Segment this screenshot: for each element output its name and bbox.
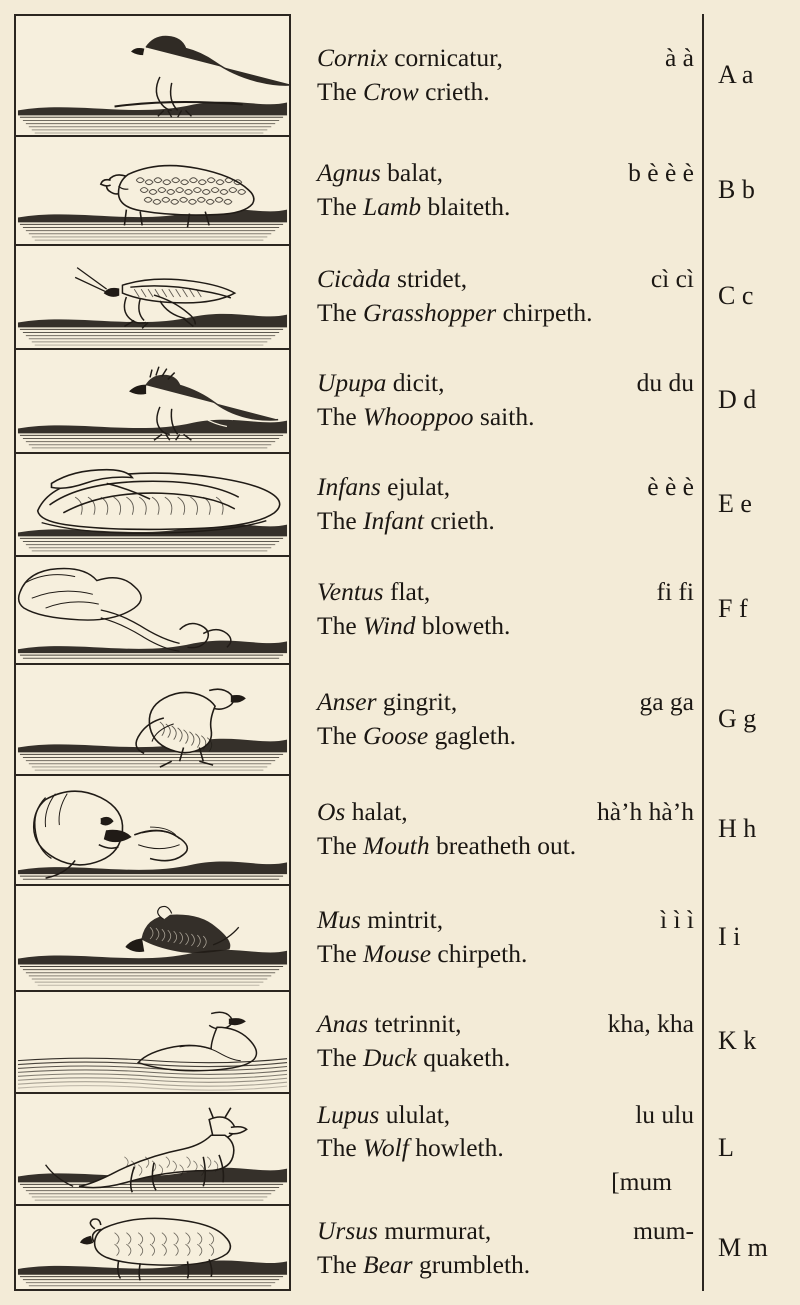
sound-syllables: b è è è xyxy=(628,157,694,187)
english-line xyxy=(317,400,694,434)
english-article: The xyxy=(317,1043,364,1072)
latin-headword: Mus xyxy=(317,905,361,935)
english-verb: breatheth out. xyxy=(429,831,577,860)
latin-verb: ejulat, xyxy=(380,471,451,501)
english-verb: chirpeth. xyxy=(496,298,593,327)
alphabet-letter: E e xyxy=(702,452,786,555)
table-row xyxy=(14,884,786,990)
sound-syllables: lu ulu xyxy=(635,1099,694,1129)
latin-headword: Ventus xyxy=(317,577,384,607)
catchword-bracket: [mum xyxy=(611,1166,672,1196)
english-line xyxy=(317,609,694,643)
alphabet-letter: I i xyxy=(702,884,786,990)
sound-syllables: fi fi xyxy=(656,577,694,607)
latin-line xyxy=(317,1098,694,1132)
english-verb: blaiteth. xyxy=(421,191,511,221)
latin-line xyxy=(317,366,694,400)
table-row xyxy=(14,348,786,452)
english-headword: Crow xyxy=(363,76,419,106)
table-row xyxy=(14,774,786,884)
alphabet-letter: H h xyxy=(702,774,786,884)
entry-text xyxy=(291,244,702,348)
entry-text xyxy=(291,884,702,990)
wind-blowing-cloud-woodcut xyxy=(14,555,291,663)
table-row xyxy=(14,244,786,348)
english-verb: crieth. xyxy=(423,505,495,535)
latin-headword: Anas xyxy=(317,1009,368,1039)
latin-line xyxy=(317,575,694,609)
alphabet-letter: F f xyxy=(702,555,786,663)
latin-verb: tetrinnit, xyxy=(368,1009,462,1039)
english-line xyxy=(317,190,694,224)
latin-line xyxy=(317,795,694,829)
alphabet-letter: A a xyxy=(702,14,786,135)
sound-syllables: cì cì xyxy=(650,264,694,294)
latin-headword: Upupa xyxy=(317,368,387,398)
latin-headword: Cicàda xyxy=(317,264,391,294)
grasshopper-woodcut xyxy=(14,244,291,348)
latin-verb: balat, xyxy=(380,157,444,187)
alphabet-letter: D d xyxy=(702,348,786,452)
english-verb: quaketh. xyxy=(416,1043,511,1072)
english-article: The xyxy=(317,505,364,535)
alphabet-table xyxy=(14,14,786,1291)
english-article: The xyxy=(317,298,364,327)
english-article: The xyxy=(317,191,364,221)
alphabet-letter: C c xyxy=(702,244,786,348)
english-line xyxy=(317,1248,694,1282)
duck-on-water-woodcut xyxy=(14,990,291,1092)
table-row xyxy=(14,663,786,774)
english-verb: saith. xyxy=(473,402,535,431)
latin-verb: ululat, xyxy=(379,1099,451,1129)
alphabet-letter: B b xyxy=(702,135,786,244)
english-headword: Grasshopper xyxy=(363,298,497,327)
english-article: The xyxy=(317,76,364,106)
latin-line xyxy=(317,1214,694,1248)
mouse-woodcut xyxy=(14,884,291,990)
english-verb: chirpeth. xyxy=(431,939,528,968)
latin-headword: Os xyxy=(317,797,346,827)
entry-text xyxy=(291,452,702,555)
table-row xyxy=(14,1204,786,1291)
latin-line xyxy=(317,156,694,190)
latin-headword: Cornix xyxy=(317,42,388,72)
latin-verb: flat, xyxy=(383,577,431,607)
english-headword: Duck xyxy=(363,1043,417,1072)
entry-text xyxy=(291,14,702,135)
hoopoe-woodcut xyxy=(14,348,291,452)
alphabet-letter: K k xyxy=(702,990,786,1092)
english-line xyxy=(317,75,694,109)
sound-syllables: à à xyxy=(664,42,694,72)
latin-verb: mintrit, xyxy=(360,905,444,935)
latin-headword: Agnus xyxy=(317,157,381,187)
entry-text xyxy=(291,1092,702,1204)
table-row xyxy=(14,555,786,663)
latin-verb: cornicatur, xyxy=(387,42,503,72)
sound-syllables: hà’h hà’h xyxy=(597,797,694,827)
mouth-breathing-woodcut xyxy=(14,774,291,884)
english-verb: howleth. xyxy=(408,1133,504,1163)
english-headword: Lamb xyxy=(363,191,422,221)
sound-syllables: è è è xyxy=(647,471,694,501)
infant-in-cradle-woodcut xyxy=(14,452,291,555)
entry-text xyxy=(291,1204,702,1291)
english-line xyxy=(317,937,694,971)
latin-headword: Ursus xyxy=(317,1215,378,1245)
sound-syllables: du du xyxy=(636,368,694,398)
english-article: The xyxy=(317,402,364,431)
table-row xyxy=(14,452,786,555)
english-article: The xyxy=(317,720,364,750)
english-verb: grumbleth. xyxy=(412,1249,531,1279)
latin-verb: halat, xyxy=(345,797,408,827)
table-row xyxy=(14,14,786,135)
english-article: The xyxy=(317,939,364,968)
entry-text xyxy=(291,990,702,1092)
sound-syllables: ì ì ì xyxy=(659,905,694,935)
table-row xyxy=(14,1092,786,1204)
entry-text xyxy=(291,348,702,452)
english-headword: Mouth xyxy=(363,831,430,860)
english-article: The xyxy=(317,1133,364,1163)
english-line xyxy=(317,296,694,330)
latin-verb: gingrit, xyxy=(376,686,458,716)
english-article: The xyxy=(317,1249,364,1279)
table-row xyxy=(14,990,786,1092)
alphabet-letter: M m xyxy=(702,1204,786,1291)
latin-headword: Lupus xyxy=(317,1099,380,1129)
wolf-howling-woodcut xyxy=(14,1092,291,1204)
latin-verb: stridet, xyxy=(390,264,468,294)
english-line xyxy=(317,719,694,753)
english-headword: Mouse xyxy=(363,939,432,968)
latin-line xyxy=(317,903,694,937)
entry-text xyxy=(291,663,702,774)
latin-line xyxy=(317,1007,694,1041)
latin-headword: Anser xyxy=(317,686,377,716)
latin-line xyxy=(317,685,694,719)
table-row xyxy=(14,135,786,244)
sound-syllables: ga ga xyxy=(639,686,694,716)
english-headword: Wolf xyxy=(363,1133,409,1163)
english-verb: gagleth. xyxy=(428,720,517,750)
english-verb: bloweth. xyxy=(415,611,511,640)
latin-line xyxy=(317,262,694,296)
english-article: The xyxy=(317,831,364,860)
sound-syllables: kha, kha xyxy=(607,1009,694,1039)
english-line xyxy=(317,504,694,538)
entry-text xyxy=(291,555,702,663)
latin-line xyxy=(317,470,694,504)
english-line xyxy=(317,829,694,863)
latin-verb: murmurat, xyxy=(377,1215,492,1245)
english-headword: Bear xyxy=(363,1249,413,1279)
goose-woodcut xyxy=(14,663,291,774)
english-line xyxy=(317,1041,694,1075)
lamb-woodcut xyxy=(14,135,291,244)
latin-headword: Infans xyxy=(317,471,381,501)
latin-line xyxy=(317,41,694,75)
crow-on-branch-woodcut xyxy=(14,14,291,135)
english-headword: Infant xyxy=(363,505,424,535)
alphabet-letter: L xyxy=(702,1092,786,1204)
sound-syllables: mum- xyxy=(633,1215,694,1245)
latin-verb: dicit, xyxy=(386,368,445,398)
english-headword: Wind xyxy=(363,611,416,640)
english-verb: crieth. xyxy=(418,76,490,106)
entry-text xyxy=(291,135,702,244)
entry-text xyxy=(291,774,702,884)
english-article: The xyxy=(317,611,364,640)
english-headword: Goose xyxy=(363,720,429,750)
english-headword: Whooppoo xyxy=(363,402,474,431)
alphabet-letter: G g xyxy=(702,663,786,774)
english-line xyxy=(317,1131,694,1165)
bear-woodcut xyxy=(14,1204,291,1291)
